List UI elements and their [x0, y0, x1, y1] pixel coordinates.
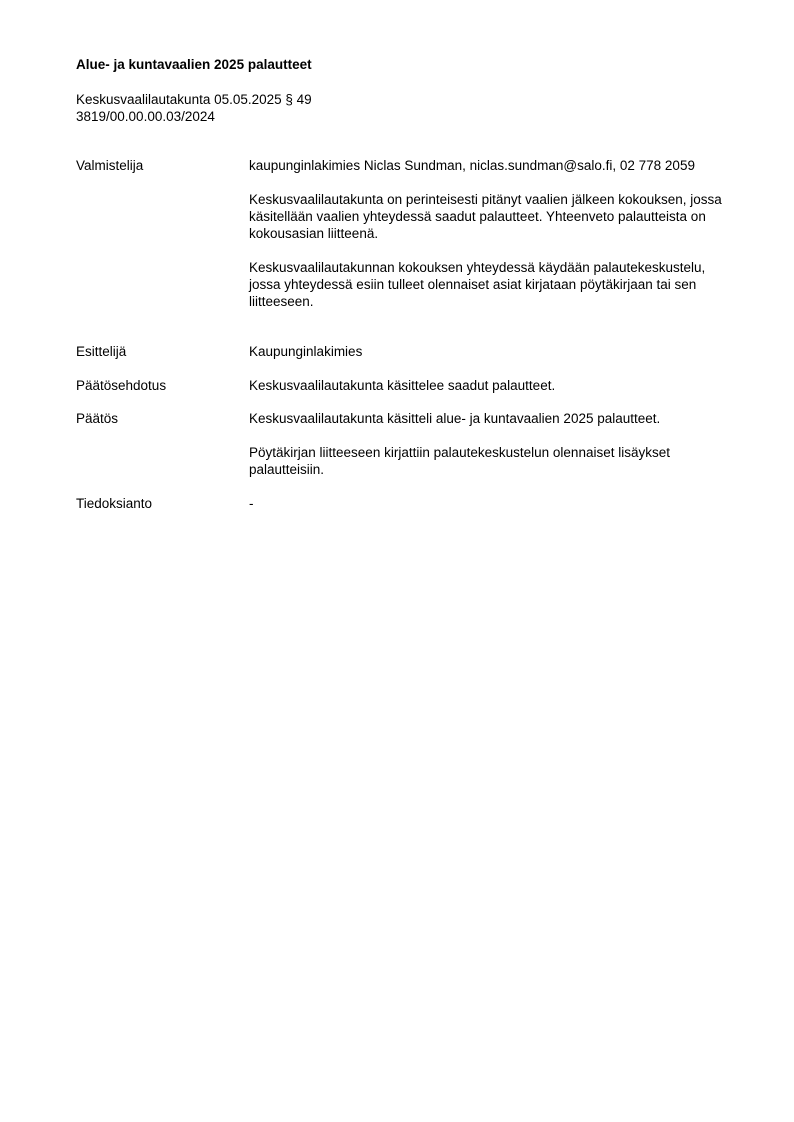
valmistelija-content	[249, 157, 739, 310]
paatosehdotus-label: Päätösehdotus	[76, 378, 167, 393]
valmistelija-paragraph-2: Keskusvaalilautakunnan kokouksen yhteydessä käydään palautekeskustelu, jossa yhteydessä esiin tulleet olennaiset asiat kirjataan pöytäkirjaan tai sen liitteeseen.	[249, 260, 706, 309]
paatos-label: Päätös	[76, 411, 119, 426]
valmistelija-label: Valmistelija	[76, 158, 144, 173]
paatos-paragraph-1: Keskusvaalilautakunta käsitteli alue- ja kuntavaalien 2025 palautteet.	[249, 411, 661, 426]
paatos-paragraph-2: Pöytäkirjan liitteeseen kirjattiin palautekeskustelun olennaiset lisäykset palautteisiin.	[249, 445, 670, 477]
esittelija-value: Kaupunginlakimies	[249, 344, 363, 359]
paatos-content	[249, 410, 739, 478]
tiedoksianto-value: -	[249, 496, 254, 511]
document-title: Alue- ja kuntavaalien 2025 palautteet	[76, 57, 312, 72]
tiedoksianto-label: Tiedoksianto	[76, 496, 153, 511]
document-meta	[76, 91, 312, 125]
meeting-reference: Keskusvaalilautakunta 05.05.2025 § 49	[76, 92, 312, 107]
paatosehdotus-value: Keskusvaalilautakunta käsittelee saadut palautteet.	[249, 378, 556, 393]
valmistelija-paragraph-1: Keskusvaalilautakunta on perinteisesti pitänyt vaalien jälkeen kokouksen, jossa käsitellään vaalien yhteydessä saadut palautteet. Yhteenveto palautteista on kokousasian liitteenä.	[249, 192, 722, 241]
record-number: 3819/00.00.00.03/2024	[76, 109, 215, 124]
valmistelija-author: kaupunginlakimies Niclas Sundman, niclas.sundman@salo.fi, 02 778 2059	[249, 158, 695, 173]
esittelija-label: Esittelijä	[76, 344, 127, 359]
